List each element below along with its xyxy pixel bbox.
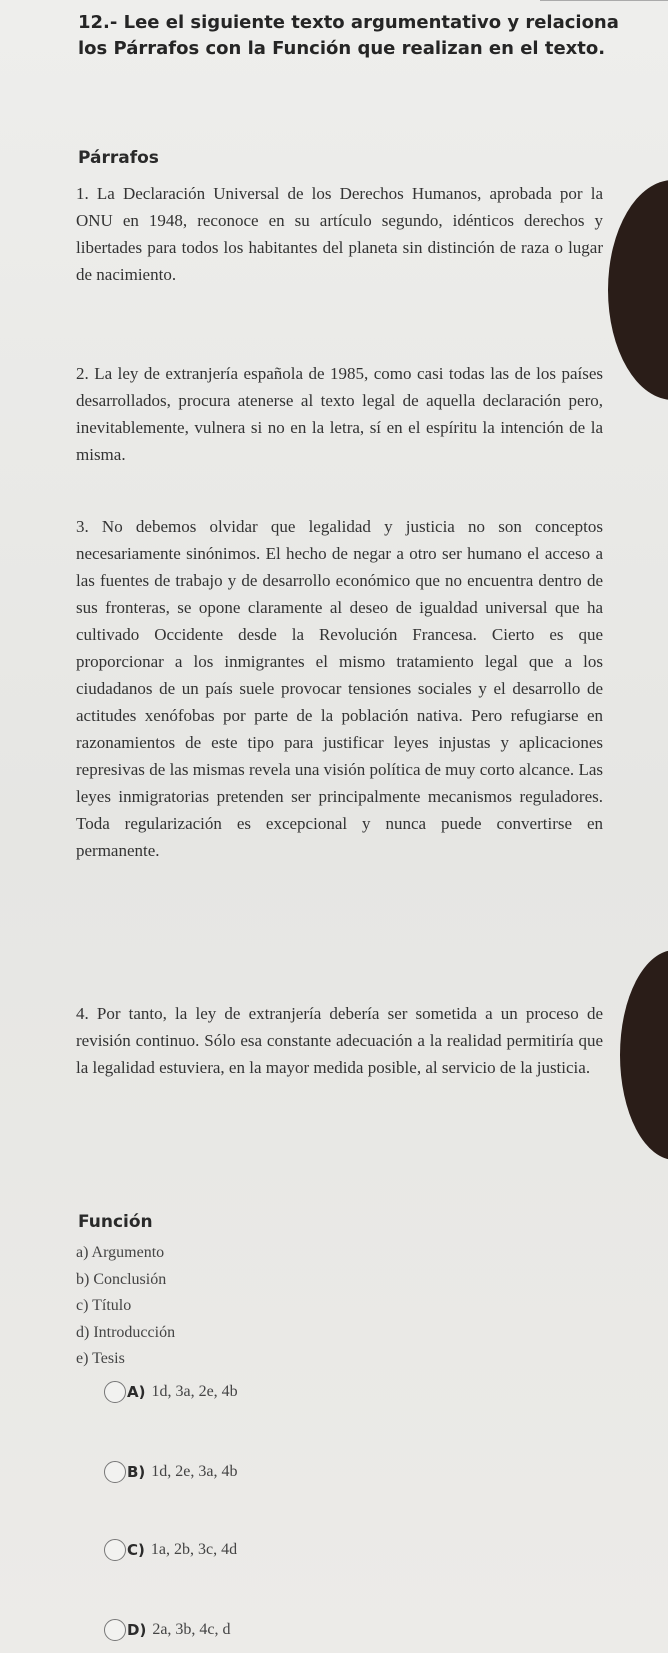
option-letter: D) xyxy=(127,1621,147,1639)
option-letter: B) xyxy=(127,1463,146,1481)
function-item: a) Argumento xyxy=(76,1244,165,1261)
finger-shadow-top xyxy=(608,180,668,400)
option-a[interactable] xyxy=(104,1379,238,1405)
option-letter: A) xyxy=(127,1383,146,1401)
paragraph-4: 4. Por tanto, la ley de extranjería debería ser sometida a un proceso de revisión continuo. Sólo esa constante adecuación a la realidad permitiría que la legalidad estuviera, en la mayor medida posible, al servicio de la justicia. xyxy=(76,1004,603,1077)
option-letter: C) xyxy=(127,1541,145,1559)
function-heading: Función xyxy=(78,1212,153,1232)
radio-button[interactable] xyxy=(104,1381,126,1403)
function-item: d) Introducción xyxy=(76,1323,176,1341)
top-rule xyxy=(540,0,668,1)
finger-shadow-bottom xyxy=(620,950,668,1160)
question-title: 12.- Lee el siguiente texto argumentativo y relaciona los Párrafos con la Función que realizan en el texto. xyxy=(78,12,619,59)
function-item: b) Conclusión xyxy=(76,1270,167,1288)
option-text: 1a, 2b, 3c, 4d xyxy=(150,1541,238,1558)
paragraphs-heading: Párrafos xyxy=(78,148,159,168)
paragraph-2: 2. La ley de extranjería española de 1985, como casi todas las de los países desarrollados, procura atenerse al texto legal de aquella declaración pero, inevitablemente, vulnera si no en la letra, sí en el espíritu la intención de la misma. xyxy=(76,364,603,464)
option-text: 1d, 2e, 3a, 4b xyxy=(151,1463,238,1480)
radio-button[interactable] xyxy=(104,1539,126,1561)
radio-button[interactable] xyxy=(104,1461,126,1483)
option-text: 2a, 3b, 4c, d xyxy=(152,1621,231,1638)
function-list xyxy=(76,1240,175,1373)
function-item: c) Título xyxy=(76,1297,132,1314)
option-d[interactable] xyxy=(104,1617,231,1643)
option-c[interactable] xyxy=(104,1537,237,1563)
function-item: e) Tesis xyxy=(76,1350,125,1367)
option-b[interactable] xyxy=(104,1459,238,1485)
option-text: 1d, 3a, 2e, 4b xyxy=(151,1383,238,1400)
radio-button[interactable] xyxy=(104,1619,126,1641)
paragraph-1: 1. La Declaración Universal de los Derechos Humanos, aprobada por la ONU en 1948, reconoce en su artículo segundo, idénticos derechos y libertades para todos los habitantes del planeta sin distinción de raza o lugar de nacimiento. xyxy=(76,184,603,284)
paragraph-3: 3. No debemos olvidar que legalidad y justicia no son conceptos necesariamente sinónimos. El hecho de negar a otro ser humano el acceso a las fuentes de trabajo y de desarrollo económico que no encuentra dentro de sus fronteras, se opone claramente al deseo de igualdad universal que ha cultivado Occidente desde la Revolución Francesa. Cierto es que proporcionar a los inmigrantes el mismo tratamiento legal que a los ciudadanos de un país suele provocar tensiones sociales y el desarrollo de actitudes xenófobas por parte de la población nativa. Pero refugiarse en razonamientos de este tipo para justificar leyes injustas y aplicaciones represivas de las mismas revela una visión política de muy corto alcance. Las leyes inmigratorias pretenden ser principalmente mecanismos reguladores. Toda regularización es excepcional y nunca puede convertirse en permanente. xyxy=(76,517,603,860)
